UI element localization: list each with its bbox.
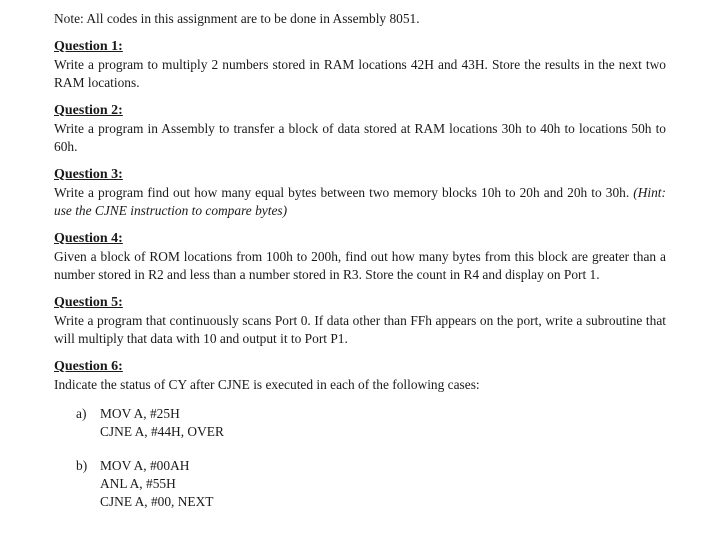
question-4-body: Given a block of ROM locations from 100h to 200h, find out how many bytes from this block are greater than a number stored in R2 and less than a number stored in R3. Store the count in R4 and display on Port 1. [54, 249, 666, 282]
question-4-title: Question 4: [54, 231, 123, 246]
question-2-title: Question 2: [54, 103, 123, 118]
case-list [54, 405, 666, 511]
code-line: ANL A, #55H [100, 476, 176, 491]
code-line: CJNE A, #44H, OVER [100, 424, 224, 439]
question-4 [54, 230, 666, 284]
case-b-code [100, 457, 213, 511]
question-1 [54, 38, 666, 92]
question-5-title: Question 5: [54, 295, 123, 310]
question-1-body: Write a program to multiply 2 numbers stored in RAM locations 42H and 43H. Store the results in the next two RAM locations. [54, 57, 666, 90]
code-line: MOV A, #25H [100, 406, 180, 421]
question-1-title: Question 1: [54, 39, 123, 54]
question-6 [54, 358, 666, 511]
case-a-code [100, 405, 224, 441]
document-page [54, 8, 666, 511]
assignment-note: Note: All codes in this assignment are to be done in Assembly 8051. [54, 11, 420, 26]
code-line: CJNE A, #00, NEXT [100, 494, 214, 509]
case-a [76, 405, 666, 441]
question-6-title: Question 6: [54, 359, 123, 374]
question-3 [54, 166, 666, 220]
case-b-label: b) [76, 458, 88, 473]
case-b [76, 457, 666, 511]
code-line: MOV A, #00AH [100, 458, 190, 473]
question-5 [54, 294, 666, 348]
case-a-label: a) [76, 406, 87, 421]
question-2-body: Write a program in Assembly to transfer a block of data stored at RAM locations 30h to 40h to locations 50h to 60h. [54, 121, 666, 154]
question-3-body-wrapper [54, 184, 666, 220]
question-3-title: Question 3: [54, 167, 123, 182]
question-2 [54, 102, 666, 156]
question-3-hint: (Hint: use the CJNE instruction to compare bytes) [54, 185, 666, 218]
question-3-body: Write a program find out how many equal bytes between two memory blocks 10h to 20h and 20h to 30h. [54, 185, 630, 200]
question-5-body: Write a program that continuously scans Port 0. If data other than FFh appears on the port, write a subroutine that will multiply that data with 10 and output it to Port P1. [54, 313, 666, 346]
question-6-body: Indicate the status of CY after CJNE is executed in each of the following cases: [54, 377, 480, 392]
